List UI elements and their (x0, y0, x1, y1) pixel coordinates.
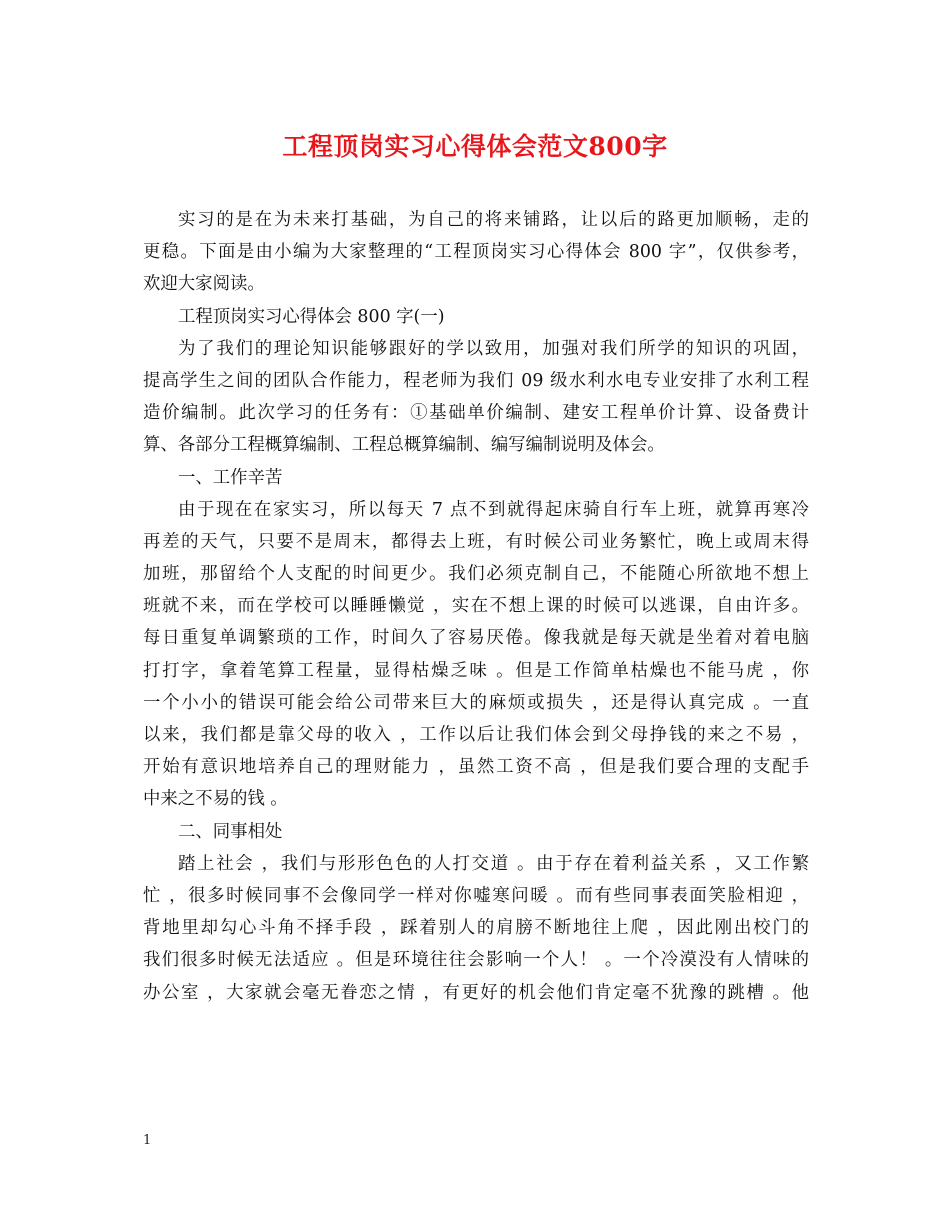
body-line: 我们很多时候无法适应 。但是环境往往会影响一个人！ 。一个冷漠没有人情味的 (143, 950, 809, 971)
body-line: 办公室 ，大家就会毫无眷恋之情 ，有更好的机会他们肯定毫不犹豫的跳槽 。他 (143, 982, 809, 1003)
body-line: 每日重复单调繁琐的工作，时间久了容易厌倦。像我就是每天就是坐着对着电脑 (143, 628, 809, 649)
body-line: 工程顶岗实习心得体会 800 字(一) (178, 306, 445, 327)
body-line: 打打字，拿着笔算工程量，显得枯燥乏味 。但是工作简单枯燥也不能马虎 ，你 (143, 660, 809, 681)
page-number: 1 (143, 1133, 152, 1148)
body-line: 一、工作辛苦 (178, 467, 283, 488)
body-line: 二、同事相处 (178, 821, 283, 842)
body-line: 一个小小的错误可能会给公司带来巨大的麻烦或损失 ，还是得认真完成 。一直 (143, 692, 809, 713)
body-line: 踏上社会 ，我们与形形色色的人打交道 。由于存在着利益关系 ，又工作繁 (178, 853, 809, 874)
body-line: 造价编制。此次学习的任务有：①基础单价编制、建安工程单价计算、设备费计 (143, 403, 809, 424)
body-line: 开始有意识地培养自己的理财能力 ，虽然工资不高 ，但是我们要合理的支配手 (143, 757, 809, 778)
body-line: 背地里却勾心斗角不择手段 ，踩着别人的肩膀不断地往上爬 ，因此刚出校门的 (143, 918, 809, 939)
body-line: 更稳。下面是由小编为大家整理的“工程顶岗实习心得体会 800 字”，仅供参考， (143, 242, 809, 263)
body-line: 以来，我们都是靠父母的收入 ，工作以后让我们体会到父母挣钱的来之不易 ， (143, 725, 809, 745)
body-line: 由于现在在家实习，所以每天 7 点不到就得起床骑自行车上班，就算再寒冷 (178, 499, 809, 520)
body-line: 欢迎大家阅读。 (143, 274, 265, 295)
body-line: 班就不来，而在学校可以睡睡懒觉 ，实在不想上课的时候可以逃课，自由许多。 (143, 596, 809, 617)
body-line: 忙 ，很多时候同事不会像同学一样对你嘘寒问暖 。而有些同事表面笑脸相迎 ， (143, 885, 809, 906)
body-line: 加班，那留给个人支配的时间更少。我们必须克制自己，不能随心所欲地不想上 (143, 564, 809, 585)
body-line: 再差的天气，只要不是周末，都得去上班，有时候公司业务繁忙，晚上或周末得 (143, 531, 809, 552)
body-line: 算、各部分工程概算编制、工程总概算编制、编写编制说明及体会。 (143, 435, 665, 456)
document-title: 工程顶岗实习心得体会范文800字 (282, 132, 668, 161)
document-body (143, 204, 809, 1009)
body-line: 实习的是在为未来打基础，为自己的将来铺路，让以后的路更加顺畅，走的 (178, 210, 809, 230)
body-line: 中来之不易的钱 。 (143, 789, 288, 810)
body-line: 提高学生之间的团队合作能力，程老师为我们 09 级水利水电专业安排了水利工程 (143, 370, 809, 391)
body-line: 为了我们的理论知识能够跟好的学以致用，加强对我们所学的知识的巩固， (178, 338, 809, 359)
